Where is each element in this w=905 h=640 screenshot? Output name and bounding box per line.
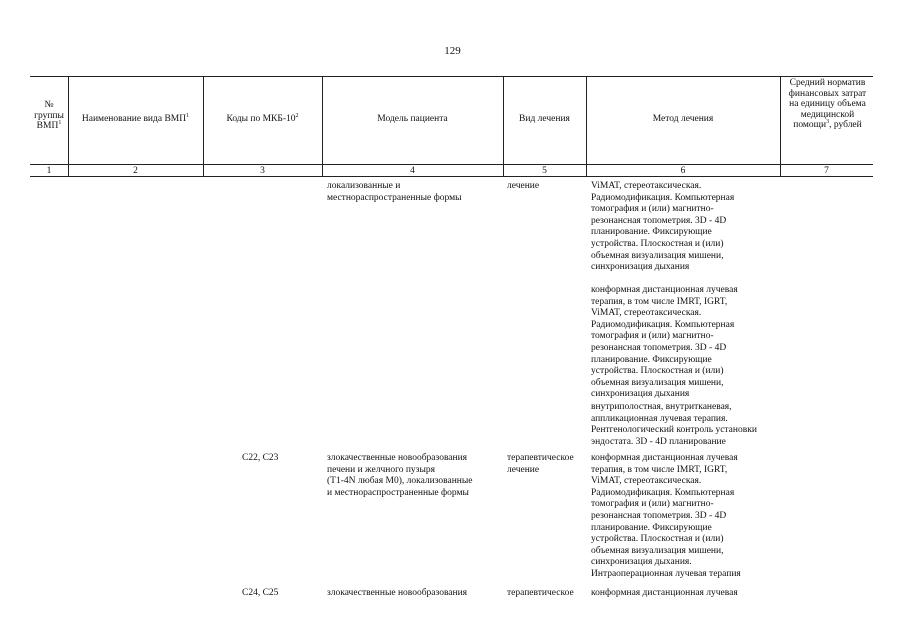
column-number: 1 (46, 166, 52, 176)
row-treatment-type: лечение (507, 181, 540, 191)
row-treatment-method: ViMAT, стереотаксическая. Радиомодификация. Компьютерная томография и (или) магнитно- резонансная топометрия. 3D - 4D планирование. Фиксирующие устройства. Плоскостная и (или) объемная визуализация мишени, синхронизация дыхания (591, 181, 735, 273)
header-treatment-method: Метод лечения (652, 114, 714, 124)
row-icd-codes: C24, C25 (242, 588, 279, 598)
column-number: 4 (410, 166, 415, 176)
row-treatment-method: внутриполостная, внутритканевая, аппликационная лучевая терапия. Рентгенологический контроль установки эндостата. 3D - 4D планирование (591, 402, 757, 447)
page-number: 129 (444, 45, 461, 57)
column-divider (503, 76, 504, 176)
row-treatment-method: конформная дистанционная лучевая (591, 588, 738, 598)
header-bottom-border (30, 164, 873, 165)
column-divider (586, 76, 587, 176)
header-treatment-type: Вид лечения (519, 114, 570, 124)
row-patient-model: злокачественные новообразования (327, 588, 468, 598)
column-divider (322, 76, 323, 176)
row-patient-model: злокачественные новообразования печени и желчного пузыря (T1-4N любая M0), локализованные и местнораспространенные формы (327, 453, 473, 498)
row-patient-model: локализованные и местнораспространенные формы (327, 181, 462, 203)
row-treatment-method: конформная дистанционная лучевая терапия, в том числе IMRT, IGRT, ViMAT, стереотаксическая. Радиомодификация. Компьютерная томография и (или) магнитно- резонансная топометрия. 3D - 4D планирование. Фиксирующие устройства. Плоскостная и (или) объемная визуализация мишени, синхронизация дыхания (591, 285, 738, 400)
row-treatment-type: терапевтическое (507, 588, 574, 598)
column-divider (68, 76, 69, 176)
column-number: 5 (542, 166, 547, 176)
column-number: 2 (133, 166, 138, 176)
table-top-border (30, 76, 873, 77)
row-treatment-method: конформная дистанционная лучевая терапия, в том числе IMRT, IGRT, ViMAT, стереотаксическая. Радиомодификация. Компьютерная томография и (или) магнитно- резонансная топометрия. 3D - 4D планирование. Фиксирующие устройства. Плоскостная и (или) объемная визуализация мишени, синхронизация дыхания. Интраоперационная лучевая терапия (591, 453, 741, 579)
header-vmp-name: Наименование вида ВМП$^1$ (81, 113, 190, 124)
column-number: 7 (824, 166, 829, 176)
column-numbers-bottom-border (30, 176, 873, 177)
column-divider (780, 76, 781, 176)
header-icd-codes: Коды по МКБ-$10^2$ (226, 113, 299, 124)
row-icd-codes: C22, C23 (242, 453, 279, 463)
column-number: 6 (680, 166, 686, 176)
header-cost-standard: Средний норматив финансовых затрат на единицу объема медицинской помощи$^3$, рублей (788, 78, 867, 130)
column-number: 3 (260, 166, 265, 176)
header-group-number: № группы ВМП$^1$ (34, 100, 64, 131)
row-treatment-type: терапевтическое лечение (507, 453, 574, 475)
column-divider (203, 76, 204, 176)
header-patient-model: Модель пациента (377, 114, 448, 124)
